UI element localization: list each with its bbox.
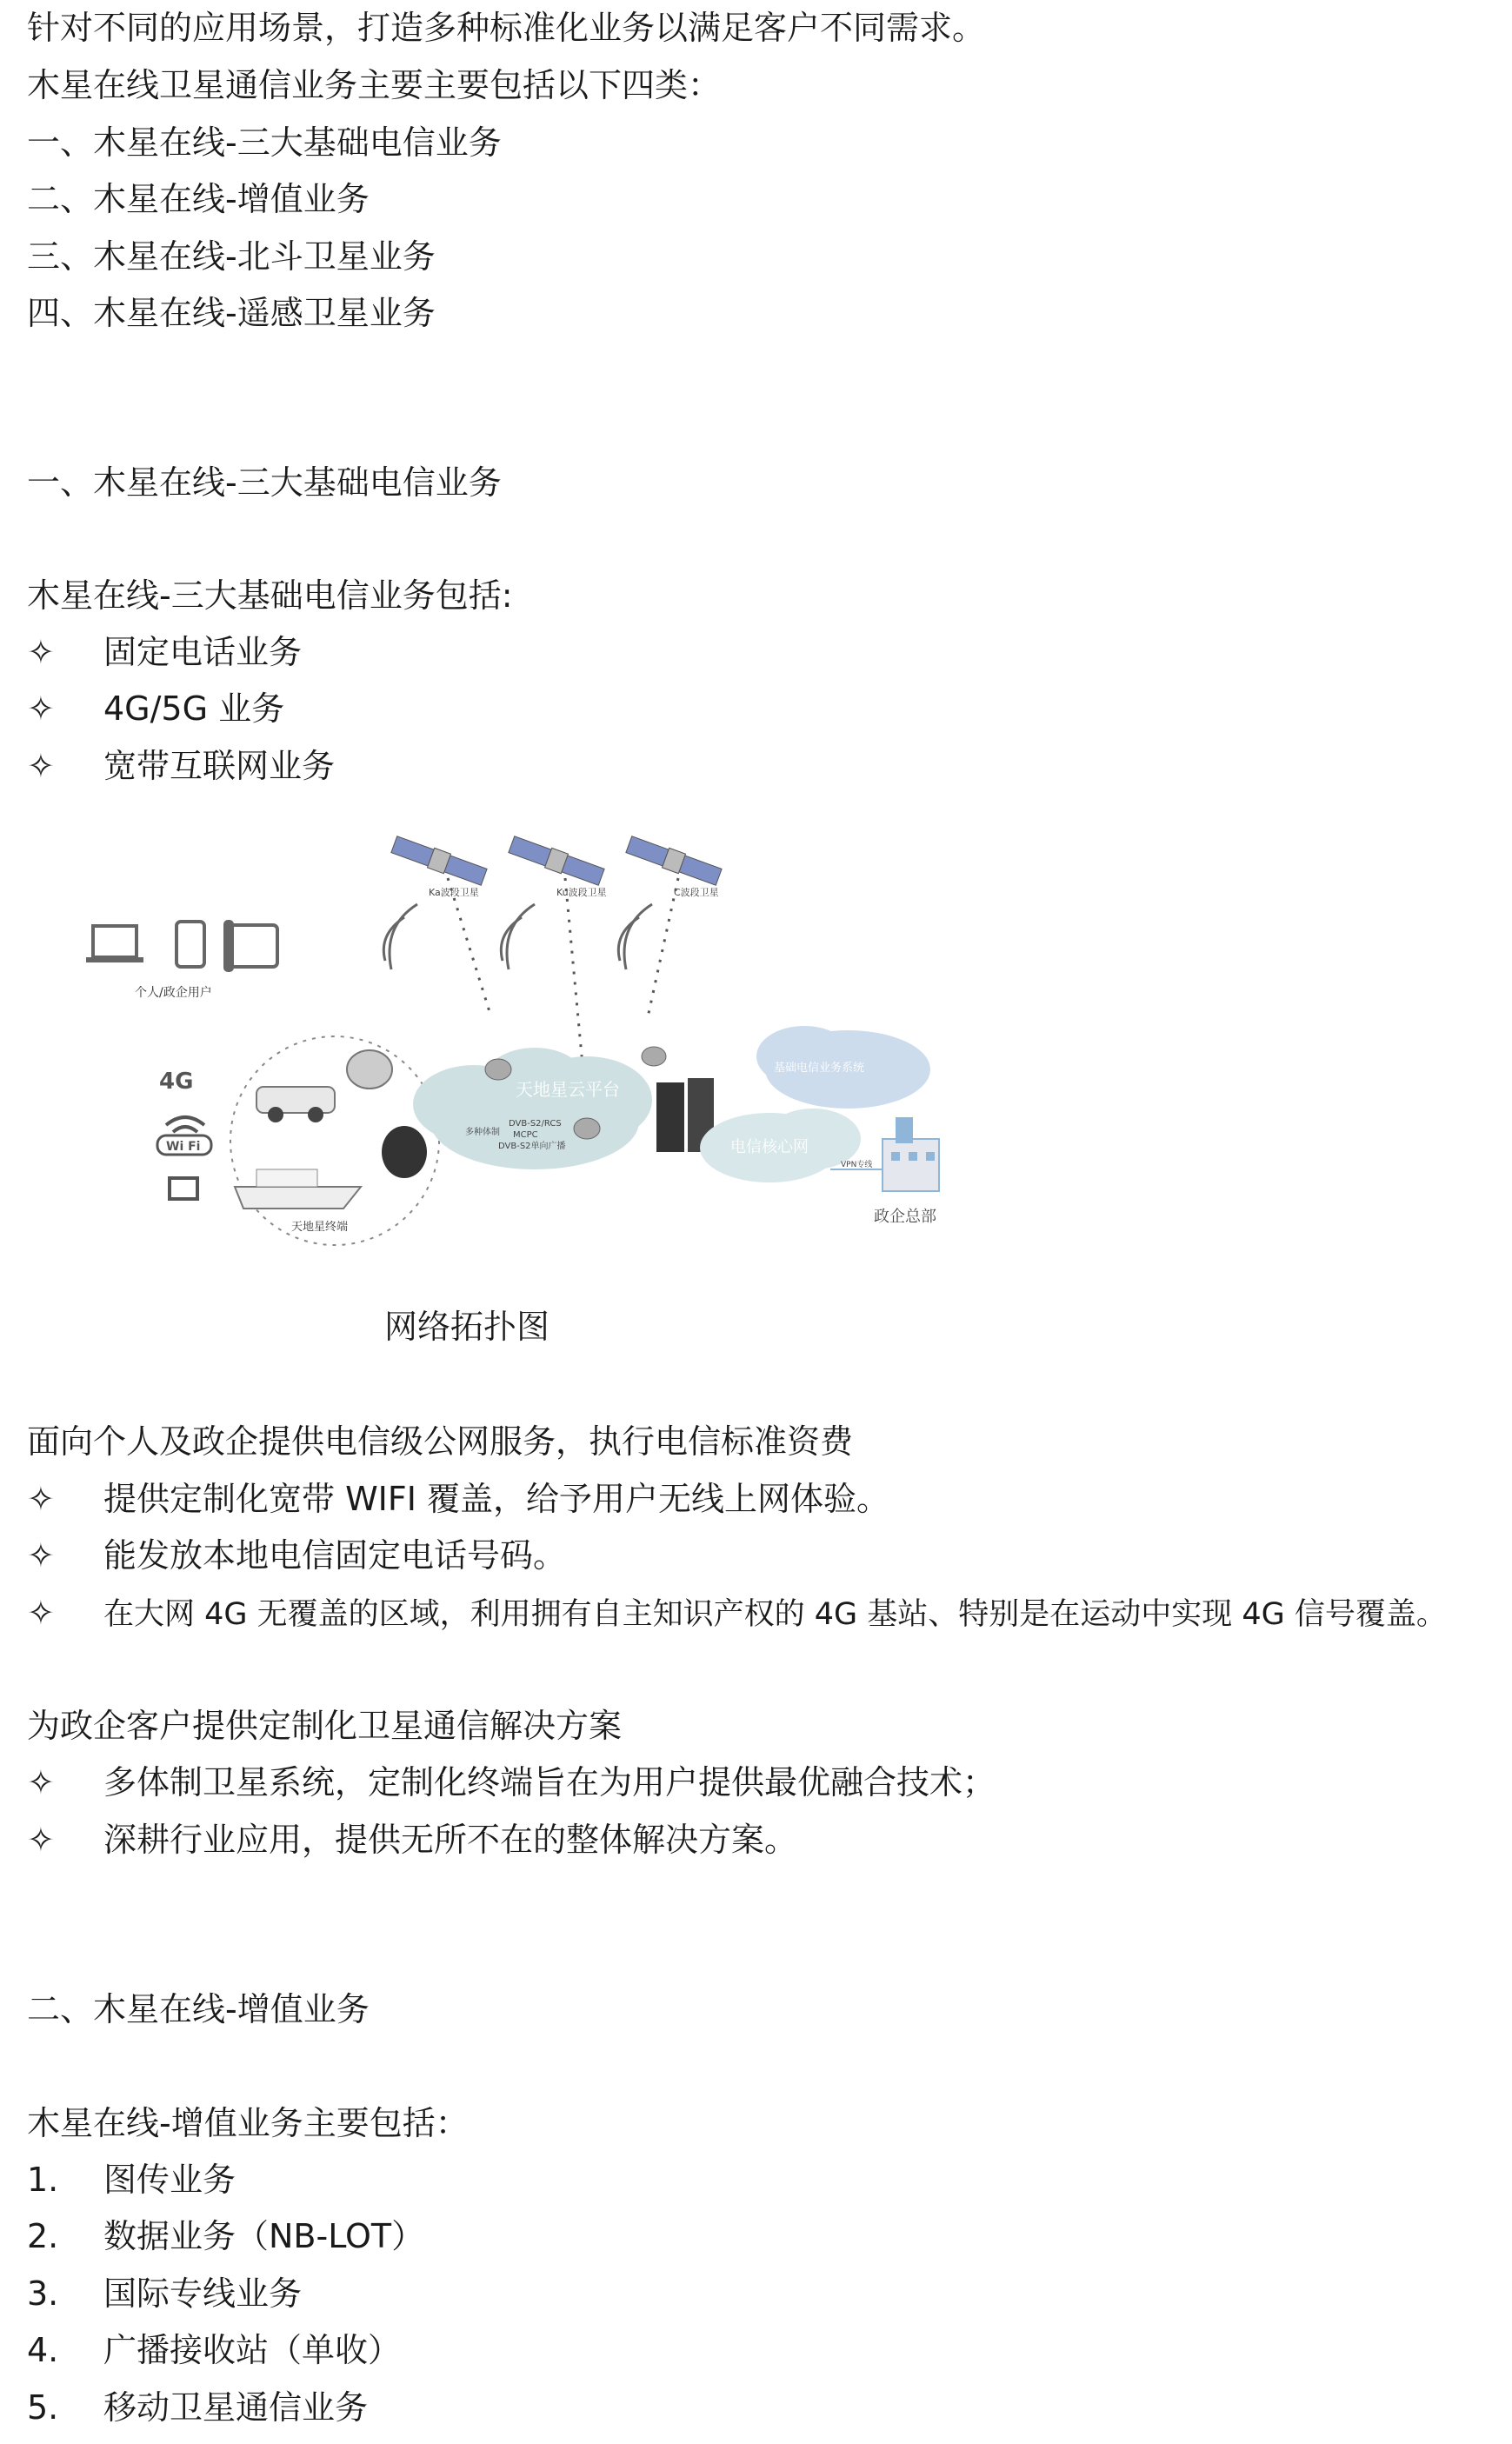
sparkle-bullet-icon: ✧ bbox=[27, 747, 55, 785]
sat-label: Ku波段卫星 bbox=[556, 887, 607, 898]
svg-text:Wi Fi: Wi Fi bbox=[166, 1140, 201, 1154]
hq-label: 政企总部 bbox=[874, 1208, 936, 1226]
category-item: 三、木星在线-北斗卫星业务 bbox=[27, 237, 436, 276]
core-label: 电信核心网 bbox=[730, 1138, 809, 1156]
numbered-item-text: 移动卫星通信业务 bbox=[103, 2388, 369, 2427]
numbered-item-text: 国际专线业务 bbox=[103, 2274, 303, 2313]
proto-label: DVB-S2/RCS bbox=[509, 1119, 562, 1129]
section-heading: 二、木星在线-增值业务 bbox=[27, 1990, 370, 2028]
numbered-item bbox=[27, 2159, 236, 2201]
numbered-item-text: 数据业务（NB-LOT） bbox=[103, 2217, 425, 2255]
sparkle-bullet-icon: ✧ bbox=[27, 1480, 55, 1518]
satellite-icon bbox=[390, 835, 488, 898]
vehicle-icon bbox=[256, 1087, 335, 1122]
item-number: 4. bbox=[27, 2331, 59, 2369]
list-item bbox=[27, 1761, 996, 1803]
desk-phone-icon bbox=[223, 920, 277, 972]
item-number: 5. bbox=[27, 2388, 59, 2427]
sparkle-bullet-icon: ✧ bbox=[27, 689, 55, 728]
list-item bbox=[27, 688, 284, 729]
sparkle-bullet-icon: ✧ bbox=[27, 1594, 55, 1632]
building-icon bbox=[883, 1117, 939, 1191]
item-number: 2. bbox=[27, 2217, 59, 2255]
list-item-text: 提供定制化宽带 WIFI 覆盖，给予用户无线上网体验。 bbox=[103, 1480, 890, 1518]
list-item bbox=[27, 1819, 797, 1861]
section-heading: 一、木星在线-三大基础电信业务 bbox=[27, 463, 502, 502]
list-item bbox=[27, 1592, 1447, 1635]
list-item-text: 宽带互联网业务 bbox=[103, 747, 336, 785]
list-item bbox=[27, 1535, 566, 1576]
item-number: 1. bbox=[27, 2161, 59, 2199]
section-lead: 木星在线-三大基础电信业务包括: bbox=[27, 576, 513, 615]
section-lead: 木星在线-增值业务主要包括： bbox=[27, 2104, 469, 2142]
numbered-item bbox=[27, 2387, 368, 2428]
sparkle-bullet-icon: ✧ bbox=[27, 1536, 55, 1575]
cloud-label: 天地星云平台 bbox=[516, 1079, 620, 1100]
numbered-item bbox=[27, 2329, 401, 2371]
sat-label: Ka波段卫星 bbox=[429, 887, 479, 898]
basic-label: 基础电信业务系统 bbox=[774, 1062, 865, 1075]
satellite-dish-icon bbox=[347, 1050, 427, 1178]
users-label: 个人/政企用户 bbox=[135, 986, 212, 1000]
sparkle-bullet-icon: ✧ bbox=[27, 633, 55, 671]
satellite-link-lines bbox=[448, 878, 678, 1065]
vpn-label: VPN专线 bbox=[841, 1161, 873, 1169]
numbered-item bbox=[27, 2273, 302, 2314]
cloud-platform bbox=[413, 1048, 652, 1169]
sparkle-bullet-icon: ✧ bbox=[27, 1821, 55, 1859]
proto-label: MCPC bbox=[513, 1130, 538, 1140]
ship-icon bbox=[235, 1169, 361, 1209]
wifi-icon bbox=[157, 1117, 211, 1155]
figure-caption: 网络拓扑图 bbox=[384, 1308, 550, 1346]
mobile-phone-icon bbox=[177, 922, 204, 967]
multi-label: 多种体制 bbox=[465, 1128, 500, 1137]
proto-label: DVB-S2单向广播 bbox=[498, 1142, 566, 1151]
sparkle-bullet-icon: ✧ bbox=[27, 1763, 55, 1801]
sat-label: C波段卫星 bbox=[674, 887, 719, 898]
list-item-text: 在大网 4G 无覆盖的区域，利用拥有自主知识产权的 4G 基站、特别是在运动中实现 4G 信号覆盖。 bbox=[103, 1597, 1447, 1632]
item-number: 3. bbox=[27, 2274, 59, 2313]
numbered-item-text: 广播接收站（单收） bbox=[103, 2331, 402, 2369]
section-lead: 为政企客户提供定制化卫星通信解决方案 bbox=[27, 1707, 623, 1745]
numbered-item-text: 图传业务 bbox=[103, 2161, 236, 2199]
intro-line: 针对不同的应用场景，打造多种标准化业务以满足客户不同需求。 bbox=[27, 9, 986, 47]
list-item bbox=[27, 745, 335, 787]
category-item: 四、木星在线-遥感卫星业务 bbox=[27, 294, 436, 332]
satellite-icon bbox=[625, 835, 723, 898]
list-item-text: 多体制卫星系统，定制化终端旨在为用户提供最优融合技术； bbox=[103, 1763, 996, 1801]
tv-icon bbox=[170, 1178, 197, 1199]
category-item: 一、木星在线-三大基础电信业务 bbox=[27, 123, 502, 162]
list-item-text: 4G/5G 业务 bbox=[103, 689, 285, 728]
intro-line: 木星在线卫星通信业务主要主要包括以下四类： bbox=[27, 66, 722, 104]
signal-waves-icon bbox=[383, 904, 652, 969]
section-lead: 面向个人及政企提供电信级公网服务，执行电信标准资费 bbox=[27, 1422, 854, 1461]
laptop-icon bbox=[86, 926, 143, 962]
list-item-text: 能发放本地电信固定电话号码。 bbox=[103, 1536, 567, 1575]
list-item-text: 深耕行业应用，提供无所不在的整体解决方案。 bbox=[103, 1821, 798, 1859]
numbered-item bbox=[27, 2215, 424, 2257]
satellite-icon bbox=[508, 835, 606, 898]
list-item bbox=[27, 1478, 889, 1520]
category-item: 二、木星在线-增值业务 bbox=[27, 180, 370, 218]
lte-icon: 4G bbox=[159, 1069, 194, 1095]
list-item bbox=[27, 631, 302, 673]
terminals-label: 天地星终端 bbox=[291, 1221, 349, 1234]
network-topology-figure bbox=[83, 826, 952, 1252]
list-item-text: 固定电话业务 bbox=[103, 633, 303, 671]
